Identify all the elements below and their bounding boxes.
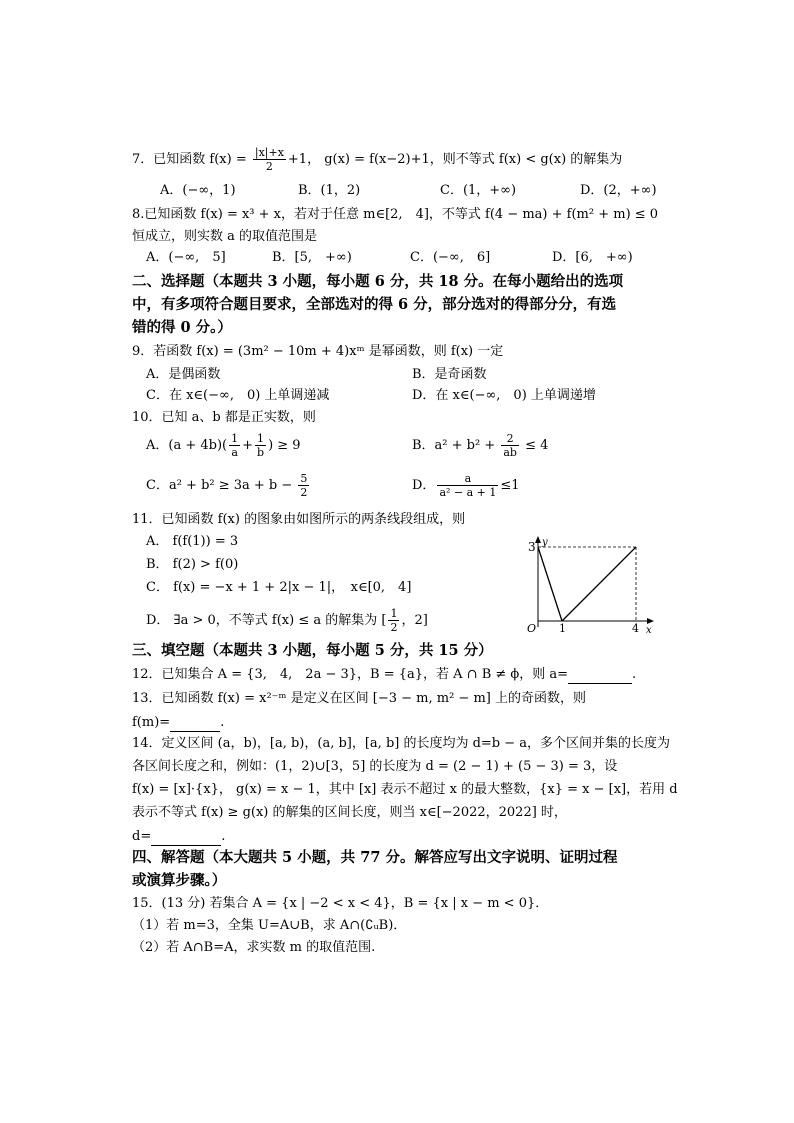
label-3: 3 <box>528 540 536 554</box>
q9-option-b: B．是奇函数 <box>412 367 487 382</box>
q8-option-a: A．(−∞, 5] <box>146 250 226 265</box>
q11-option-c: C． f(x) = −x + 1 + 2|x − 1|， x∈[0, 4] <box>146 580 412 595</box>
q7-option-b: B．(1，2) <box>298 183 361 198</box>
x-axis-arrow <box>647 618 654 624</box>
q7-fraction: $\frac{|x|+x}{2}$ <box>254 146 284 173</box>
q14-line2: 各区间长度之和，例如：(1，2)∪[3，5] 的长度为 d = (2 − 1) + (5 − 3) = 3，设 <box>132 759 618 774</box>
label-origin: O <box>527 622 537 635</box>
q8-option-b: B．[5, +∞) <box>272 250 352 265</box>
q14-line3: f(x) = [x]·{x}， g(x) = x − 1，其中 [x] 表示不超过 x 的最大整数，{x} = x − [x]，若用 d <box>132 782 678 797</box>
q14-line4: 表示不等式 f(x) ≥ g(x) 的解集的区间长度，则当 x∈[−2022，2022] 时， <box>132 805 567 820</box>
q9-option-c: C．在 x∈(−∞, 0) 上单调递减 <box>146 388 330 403</box>
q10-option-d: D． $\frac{a}{\text{a² − a + 1}}$ ≤1 <box>412 472 520 499</box>
q15-part1: （1）若 m=3，全集 U=A∪B，求 A∩(∁ᵤB)． <box>132 918 407 933</box>
section3-heading: 三、填空题（本题共 3 小题，每小题 5 分，共 15 分） <box>132 642 493 659</box>
q10-option-a: A．(a + 4b)( $\frac{1}{a}$ + $\frac{1}{b}$ ) ≥ 9 <box>146 432 301 459</box>
label-1: 1 <box>559 622 566 635</box>
label-y: y <box>542 537 548 548</box>
section2-heading-line2: 中，有多项符合题目要求，全部选对的得 6 分，部分选对的得部分分，有选 <box>132 296 617 313</box>
q11-option-a: A． f(f(1)) = 3 <box>146 534 239 549</box>
q13-stem-line2: f(m)= . <box>132 715 225 730</box>
q7-option-c: C．(1，+∞) <box>440 183 517 198</box>
q10-stem: 10．已知 a、b 都是正实数，则 <box>132 410 316 425</box>
q15-part2: （2）若 A∩B=A，求实数 m 的取值范围. <box>132 940 376 955</box>
q13-stem-line1: 13．已知函数 f(x) = x²⁻ᵐ 是定义在区间 [−3 − m, m² − m] 上的奇函数，则 <box>132 691 586 706</box>
q10-option-b: B．a² + b² + $\frac{2}{ab}$ ≤ 4 <box>412 432 549 459</box>
section4-heading-line1: 四、解答题（本大题共 5 小题，共 77 分。解答应写出文字说明、证明过程 <box>132 849 618 866</box>
q12-stem: 12．已知集合 A = {3, 4, 2a − 3}，B = {a}，若 A ∩ B ≠ ϕ，则 a= . <box>132 667 637 682</box>
q14-line5: d= . <box>132 829 226 844</box>
label-4: 4 <box>632 622 639 635</box>
q14-line1: 14．定义区间 (a，b)，[a, b)，(a, b]，[a, b] 的长度均为 d=b − a，多个区间并集的长度为 <box>132 736 671 751</box>
section4-heading-line2: 或演算步骤。） <box>132 872 227 889</box>
q11-option-b: B． f(2) > f(0) <box>146 557 239 572</box>
q15-stem: 15．(13 分) 若集合 A = {x | −2 < x < 4}，B = {x | x − m < 0}． <box>132 896 549 911</box>
q8-stem-line2: 恒成立，则实数 a 的取值范围是 <box>132 229 318 244</box>
q7-option-a: A．(−∞，1) <box>160 183 236 198</box>
q9-option-d: D．在 x∈(−∞, 0) 上单调递增 <box>412 388 596 403</box>
q11-function-graph <box>518 535 658 635</box>
q8-option-d: D．[6, +∞) <box>552 250 633 265</box>
q7-stem: 7．已知函数 f(x) = $\frac{|x|+x}{2}$ +1， g(x) = f(x−2)+1，则不等式 f(x) < g(x) 的解集为 <box>132 146 623 173</box>
label-x: x <box>646 625 652 635</box>
q14-answer-blank[interactable] <box>151 827 221 846</box>
q9-stem: 9．若函数 f(x) = (3m² − 10m + 4)xᵐ 是幂函数，则 f(x) 一定 <box>132 344 504 359</box>
section2-heading-line3: 错的得 0 分。） <box>132 319 232 336</box>
q9-option-a: A．是偶函数 <box>146 367 221 382</box>
section2-heading-line1: 二、选择题（本题共 3 小题，每小题 6 分，共 18 分。在每小题给出的选项 <box>132 273 624 290</box>
segment-left <box>538 547 562 621</box>
q7-option-d: D．(2，+∞) <box>580 183 657 198</box>
q12-answer-blank[interactable] <box>568 665 632 684</box>
q13-answer-blank[interactable] <box>170 713 220 732</box>
q11-stem: 11．已知函数 f(x) 的图象由如图所示的两条线段组成，则 <box>132 512 466 527</box>
q8-stem-line1: 8.已知函数 f(x) = x³ + x，若对于任意 m∈[2, 4]，不等式 f(4 − ma) + f(m² + m) ≤ 0 <box>132 207 659 222</box>
y-axis-arrow <box>535 536 541 543</box>
q11-option-d: D． ∃a > 0，不等式 f(x) ≤ a 的解集为 [ $\frac{1}{2}$ ，2] <box>146 607 428 634</box>
q8-option-c: C．(−∞, 6] <box>410 250 491 265</box>
q10-option-c: C．a² + b² ≥ 3a + b − $\frac{5}{2}$ <box>146 472 308 499</box>
segment-right <box>562 547 636 621</box>
